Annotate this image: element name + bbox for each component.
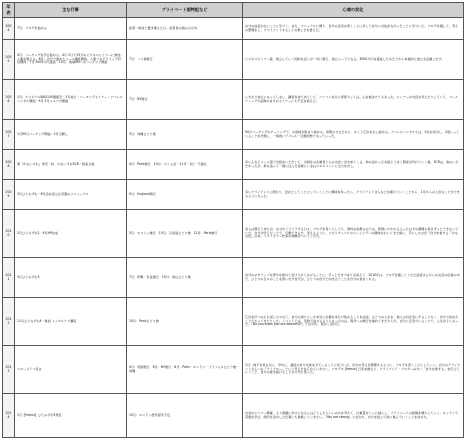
private-cell: 9月：England旅行 <box>127 180 243 210</box>
main-event-cell: 3月ひとみずむ・6月会社設立＆学園のリニューアル <box>15 180 127 210</box>
year-cell: 2004 <box>3 18 15 40</box>
private-cell: 4月：英国旅行 6月：NY旅行 8月：Paris・ロンドン・ブラッセルひとり旅・沖縄 <box>127 346 243 394</box>
main-event-cell: 1月90日コーチング開始・2月当開し <box>15 120 127 150</box>
main-event-cell: 1月【freeus】ひとみずむ5発表 <box>15 394 127 438</box>
year-cell: 2012 <box>3 298 15 346</box>
mental-cell: 自分の成長がないことに気づく。また、マニュアルに縛り、自分の意見を書くことに対して自分に自信がなかったことに気づいた。ブログを通して、考えの整理をし、アウトプットすることの楽しさを覚えた。 <box>243 18 464 40</box>
header-private: プライベート面特記など <box>127 3 243 18</box>
year-cell: 2009 <box>3 180 15 210</box>
main-event-cell: 3月ひとみずむ3 <box>15 258 127 298</box>
private-cell: 4月：Paris旅行 10月：ジム入会・11月・1匹・子猫生 <box>127 150 243 180</box>
private-cell: 3月：沖縄ひとり旅 <box>127 120 243 150</box>
header-main-events: 主な行事 <box>15 3 127 18</box>
main-event-cell: 3月：コーチングを学び始める。4月 2日で15万のビジネスセミナーに参加。人脈が増える。8月：自分で始めたメール講座開始。人脈プログラミング(1位獲得・7月 3000万円達成・10月：地域SMへのコーチング開始 <box>15 40 127 80</box>
main-event-cell: スローライフ宣言 <box>15 346 127 394</box>
table-row <box>3 258 464 298</box>
main-event-cell: 2月ひとみずむ2・4月HP完成 <box>15 210 127 258</box>
main-event-cell: 11月ひとみずむ4・参加 メンタルケア講座 <box>15 298 127 346</box>
private-cell: 読書一時差と置き換えた日。読書者の組み合せ中。 <box>127 18 243 40</box>
year-cell: 2006 <box>3 80 15 120</box>
main-event-cell: 7月：ブログを始める <box>15 18 127 40</box>
mental-cell: 広告を打つのもお返しもやめて、自分の周りにしか本当に必要な本だけ集めることを決意。ひとりの人生を、他人の目を気にすることなく、自分で決めたことでやってきたりした。イベントでは、英語で話せるようになったのは、海外への旅行を重ねてきたからだ。自分に正直でいることで、人生がよくなった。『Do you know you are beautiful?』と言われ、涙がこぼれた。 <box>243 298 464 346</box>
table-row <box>3 120 464 150</box>
table-row <box>3 346 464 394</box>
mental-cell: 1月：様子を見ながら、早めに、適度の自分を休ませていることに気づいた。自分の考えを整理するように、ブログを書くことにしていく。自分のクライアントさんへの『ワイアロー』という考え方を広めていきたい。ブログや [freeus] 日英本語など、クライアント・ブロガーの方へ「自分を愛する」を伝えていくこと、自分の愛を届けることが大切と思った。 <box>243 346 464 394</box>
private-cell: 7月：伊勢・奈良旅行 10月：南仏ひとり旅 <box>127 258 243 298</box>
header-row <box>3 3 464 18</box>
private-cell: 3月：ボストン旅行 10月：石垣島ひとり旅 12月：Paris旅行 <box>127 210 243 258</box>
header-year: 年表 <box>3 3 15 18</box>
mental-cell: ビジネスセミナー後、独立していく知的な会いが一気に増え、独立ムードとなる。3000万円を達成したあたりから本格的に独立を意識し出す。 <box>243 40 464 80</box>
mental-cell: 多いんなどメール量で出版をいただいて、出版社の企画者と人の出会いが出来てくる。仲の良かった友達とうまく関係が切れていく後、SCRは、他のいただかったが、夢を追って一緒に住んだ家族にいまはマネジメントに全力を出し。 <box>243 150 464 180</box>
year-cell: 2010 <box>3 210 15 258</box>
year-cell: 2013 <box>3 346 15 394</box>
mental-cell: 多いクライアントに関わり、会社としてことにしていくことに興味を持ったら、クライアントさんなどが満ちていくことから、1月からの人気なことができるようになった。 <box>243 180 464 210</box>
year-cell: 2008 <box>3 150 15 180</box>
table-row <box>3 40 464 80</box>
private-cell: 7月：NY旅行 <box>127 80 243 120</box>
table-row <box>3 18 464 40</box>
private-cell: 7月：バリ島旅行 <box>127 40 243 80</box>
table-row <box>3 180 464 210</box>
mental-cell: 自身のセミナー開催、より素敵に幸せになるにはどうしたらいいのかを考えて、仕事量をぐっと減らし、プライベートの時間を増やしていく。ロンドンで英語を学び、語学を活かした仕事にも挑戦していきたい。『You are strong』と言われ、自分を信じて前に進んでいくことを決めた。 <box>243 394 464 438</box>
table-row <box>3 298 464 346</box>
year-cell: 2005 <box>3 40 15 80</box>
timeline-table <box>2 2 464 438</box>
table-row <box>3 394 464 438</box>
table-row <box>3 210 464 258</box>
header-mental-change: 心境の変化 <box>243 3 464 18</box>
mental-cell: 90日コーチングのチーミングで、お客様が集まり始める。質問させるために、ネット広告を出し始める。アパレルコンサルでは、2社を担当し、2度いっていることを実現し、一時的にアパレル一辺倒状態となっていった。 <box>243 120 464 150</box>
year-cell: 2014 <box>3 394 15 438</box>
main-event-cell: 1月：オリジナルBAG100個販売・3月独立・コーチングセミナー・アパレルコンサル開始・9月 3月メルマガ開始 <box>15 80 127 120</box>
mental-cell: 収入は増えて来たが、なぜかイライラする日々。ブログを書くにしても、資料を抜群るのでは、新規にかかわる入ったはずの期間も毎日ずっとできないでいた。自分が学んだことで、行動できるか、考えるように、スピリチュアルやヒーリングへの興味がわいてきた時に、手にしたのが『自分を愛する「かな文化』の本。ベストセラー作家の神様がついてくれた。 <box>243 210 464 258</box>
mental-cell: 自分のネガティブな部分を認めて受け入れてあげることに、ずっと行きづまりが消えて、2010年は、ブログを通してくれた読者さんからの文章の応援の中で、ひとりの日々のことを思い出す自分が、ひとりの自分と向き合うことを自分の愛をくれる。 <box>243 258 464 298</box>
main-event-cell: 著『かないすむ』発売・秋、かないすむSCR・教室合宿 <box>15 150 127 180</box>
mental-cell: いきなり独立になってしまい、顧客を待て来ていて、パソコンを片に拝停りしては、心を悩ませてもあった。セミナーの内容を考えたりしていて、マーケティングや品物の自分のセミナーにも不安を抱えた。 <box>243 80 464 120</box>
table-row <box>3 150 464 180</box>
private-cell: 10月：ロンドン語学留学予定 <box>127 394 243 438</box>
year-cell: 2007 <box>3 120 15 150</box>
private-cell: 10月：Parisひとり旅 <box>127 298 243 346</box>
table-row <box>3 80 464 120</box>
year-cell: 2011 <box>3 258 15 298</box>
